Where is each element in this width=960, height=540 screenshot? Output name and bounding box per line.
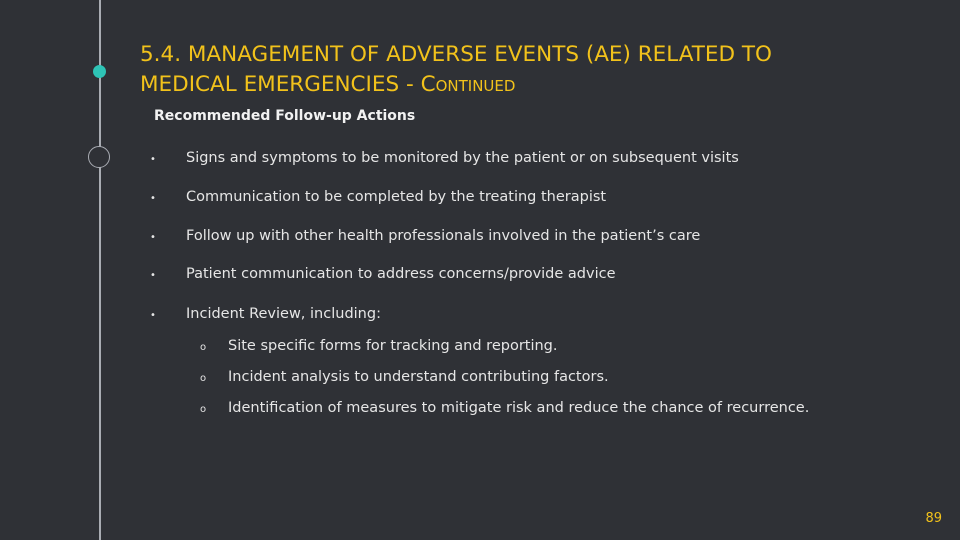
bullet-text: Incident Review, including: [186,306,381,322]
bullet-text: Patient communication to address concerns/provide advice [186,266,616,282]
section-subheading: Recommended Follow-up Actions [154,108,416,124]
bullet-item [150,189,607,205]
bullet-marker: • [150,193,156,204]
bullet-text: Communication to be completed by the treating therapist [186,189,607,205]
slide-title-main: 5.4. MANAGEMENT OF ADVERSE EVENTS (AE) RELATED TO MEDICAL EMERGENCIES - [140,42,772,97]
bullet-text: Signs and symptoms to be monitored by the patient or on subsequent visits [186,150,739,166]
slide-title [140,40,840,100]
sub-bullet-item [200,400,810,416]
sub-bullet-item [200,338,558,354]
sub-bullet-text: Site specific forms for tracking and reporting. [228,338,558,354]
sub-bullet-marker: o [200,373,207,384]
sub-bullet-text: Identification of measures to mitigate risk and reduce the chance of recurrence. [228,400,810,416]
timeline-line [99,0,101,540]
sub-bullet-item [200,369,609,385]
sub-bullet-text: Incident analysis to understand contributing factors. [228,369,609,385]
bullet-text: Follow up with other health professionals involved in the patient’s care [186,228,701,244]
bullet-item [150,306,381,322]
bullet-marker: • [150,310,156,321]
bullet-marker: • [150,232,156,243]
timeline-dot-filled [93,65,106,78]
page-number: 89 [925,511,942,526]
bullet-item [150,228,701,244]
bullet-marker: • [150,154,156,165]
sub-bullet-marker: o [200,342,207,353]
timeline-dot-hollow [88,146,110,168]
bullet-item [150,150,739,166]
bullet-marker: • [150,270,156,281]
bullet-item [150,266,616,282]
sub-bullet-marker: o [200,404,207,415]
slide-title-continued: Continued [420,72,516,97]
